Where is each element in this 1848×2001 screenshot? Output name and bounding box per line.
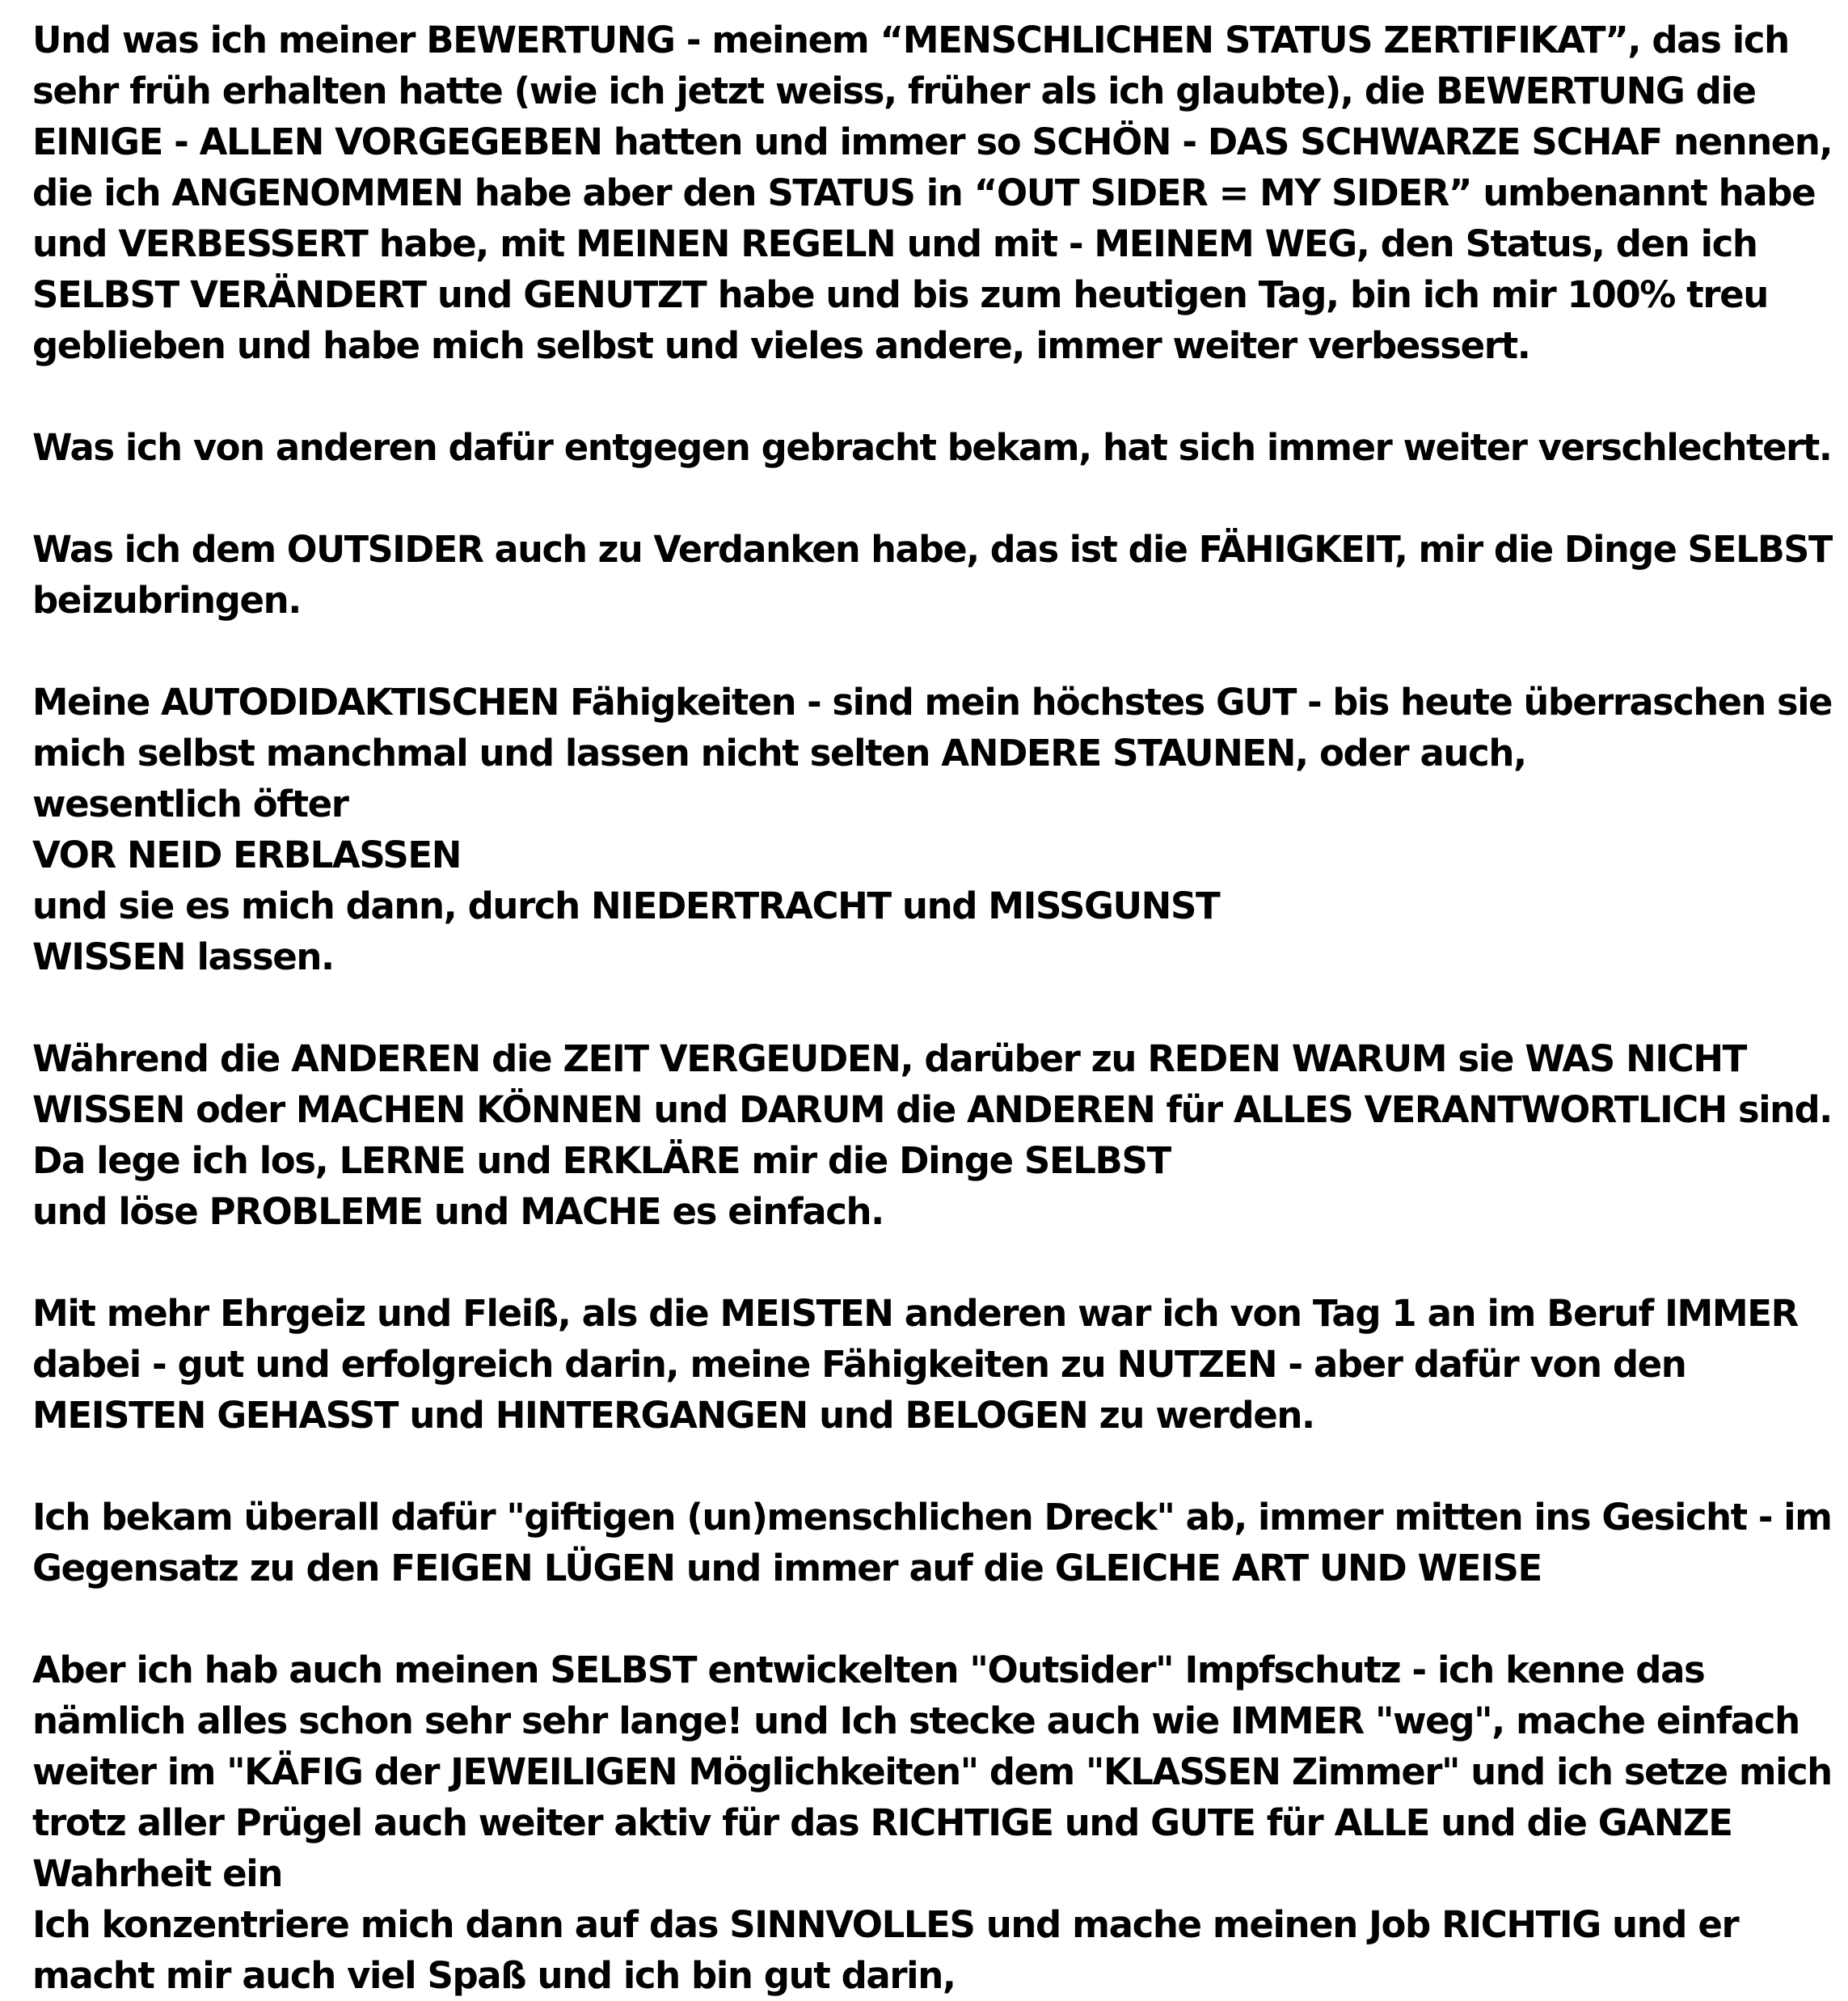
- text-line: Meine AUTODIDAKTISCHEN Fähigkeiten - sind mein höchstes GUT - bis heute überraschen sie: [32, 681, 1832, 724]
- text-line: Mit mehr Ehrgeiz und Fleiß, als die MEISTEN anderen war ich von Tag 1 an im Beruf IMMER: [32, 1292, 1798, 1335]
- text-paragraph: [32, 422, 1832, 473]
- document-body: [32, 15, 1832, 2001]
- text-line: EINIGE - ALLEN VORGEGEBEN hatten und immer so SCHÖN - DAS SCHWARZE SCHAF nennen,: [32, 120, 1833, 163]
- text-line: Ich konzentriere mich dann auf das SINNVOLLES und mache meinen Job RICHTIG und er: [32, 1903, 1739, 1946]
- text-line: Was ich von anderen dafür entgegen gebracht bekam, hat sich immer weiter verschlechtert.: [32, 426, 1832, 469]
- text-line: dabei - gut und erfolgreich darin, meine Fähigkeiten zu NUTZEN - aber dafür von den: [32, 1343, 1686, 1386]
- text-line: trotz aller Prügel auch weiter aktiv für das RICHTIGE und GUTE für ALLE und die GANZE: [32, 1801, 1732, 1844]
- text-line: Gegensatz zu den FEIGEN LÜGEN und immer auf die GLEICHE ART UND WEISE: [32, 1547, 1542, 1589]
- text-line: und sie es mich dann, durch NIEDERTRACHT und MISSGUNST: [32, 884, 1220, 927]
- text-line: nämlich alles schon sehr sehr lange! und Ich stecke auch wie IMMER "weg", mache einfach: [32, 1699, 1799, 1742]
- text-line: WISSEN lassen.: [32, 935, 334, 978]
- text-paragraph: [32, 1288, 1832, 1441]
- text-line: Da lege ich los, LERNE und ERKLÄRE mir die Dinge SELBST: [32, 1139, 1171, 1182]
- text-line: die ich ANGENOMMEN habe aber den STATUS in “OUT SIDER = MY SIDER” umbenannt habe: [32, 171, 1816, 214]
- text-line: beizubringen.: [32, 579, 301, 622]
- text-line: Was ich dem OUTSIDER auch zu Verdanken habe, das ist die FÄHIGKEIT, mir die Dinge SELBST: [32, 528, 1832, 571]
- text-line: geblieben und habe mich selbst und vieles andere, immer weiter verbessert.: [32, 324, 1530, 367]
- text-paragraph: [32, 1033, 1832, 1237]
- text-paragraph: [32, 1492, 1832, 1594]
- text-line: SELBST VERÄNDERT und GENUTZT habe und bis zum heutigen Tag, bin ich mir 100% treu: [32, 273, 1768, 316]
- text-line: mich selbst manchmal und lassen nicht selten ANDERE STAUNEN, oder auch,: [32, 732, 1526, 775]
- text-paragraph: [32, 1644, 1832, 2001]
- text-line: Wahrheit ein: [32, 1852, 282, 1895]
- text-line: sehr früh erhalten hatte (wie ich jetzt weiss, früher als ich glaubte), die BEWERTUNG die: [32, 70, 1756, 112]
- text-line: WISSEN oder MACHEN KÖNNEN und DARUM die ANDEREN für ALLES VERANTWORTLICH sind.: [32, 1088, 1832, 1131]
- text-line: MEISTEN GEHASST und HINTERGANGEN und BELOGEN zu werden.: [32, 1394, 1314, 1437]
- text-line: und löse PROBLEME und MACHE es einfach.: [32, 1190, 884, 1233]
- text-paragraph: [32, 524, 1832, 626]
- text-line: und VERBESSERT habe, mit MEINEN REGELN und mit - MEINEM WEG, den Status, den ich: [32, 222, 1757, 265]
- text-line: weiter im "KÄFIG der JEWEILIGEN Möglichkeiten" dem "KLASSEN Zimmer" und ich setze mich: [32, 1750, 1832, 1793]
- text-paragraph: [32, 677, 1832, 982]
- text-line: wesentlich öfter: [32, 783, 348, 825]
- text-paragraph: [32, 15, 1832, 371]
- text-line: macht mir auch viel Spaß und ich bin gut darin,: [32, 1954, 956, 1997]
- text-line: Während die ANDEREN die ZEIT VERGEUDEN, darüber zu REDEN WARUM sie WAS NICHT: [32, 1037, 1746, 1080]
- text-line: Aber ich hab auch meinen SELBST entwickelten "Outsider" Impfschutz - ich kenne das: [32, 1649, 1705, 1691]
- text-line: VOR NEID ERBLASSEN: [32, 834, 461, 876]
- text-line: Ich bekam überall dafür "giftigen (un)menschlichen Dreck" ab, immer mitten ins Gesicht - im: [32, 1496, 1832, 1539]
- text-line: Und was ich meiner BEWERTUNG - meinem “MENSCHLICHEN STATUS ZERTIFIKAT”, das ich: [32, 19, 1789, 61]
